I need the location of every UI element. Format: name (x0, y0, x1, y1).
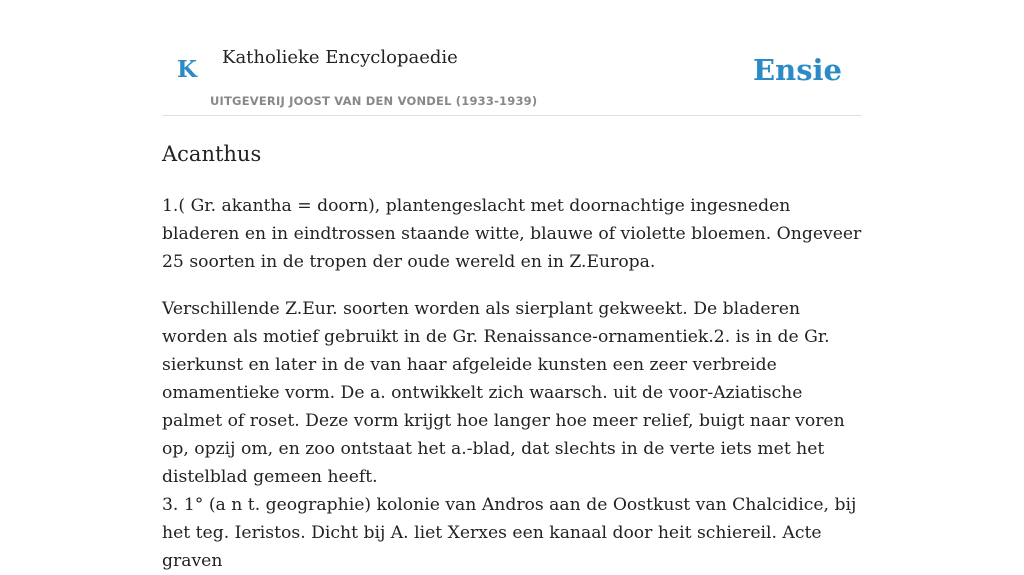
ensie-logo-link[interactable]: Ensie (753, 53, 842, 87)
article-paragraph: 3. 1° (a n t. geographie) kolonie van Andros aan de Oostkust van Chalcidice, bij het teg. Ieristos. Dicht bij A. liet Xerxes een kanaal door heit schiereil. Acte graven (162, 495, 857, 571)
site-header (162, 0, 862, 116)
article-title: Acanthus (162, 142, 262, 166)
publisher-subtitle: UITGEVERIJ JOOST VAN DEN VONDEL (1933-1939) (210, 94, 538, 108)
article-body (162, 192, 862, 575)
logo-icon[interactable]: K (177, 56, 197, 83)
site-title[interactable]: Katholieke Encyclopaedie (222, 47, 458, 68)
article-paragraph: Verschillende Z.Eur. soorten worden als sierplant gekweekt. De bladeren worden als motief gebruikt in de Gr. Renaissance-ornamentiek.2. is in de Gr. sierkunst en later in de van haar afgeleide kunsten een zeer verbreide omamentieke vorm. De a. ontwikkelt zich waarsch. uit de voor-Aziatische palmet of roset. Deze vorm krijgt hoe langer hoe meer relief, buigt naar voren op, opzij om, en zoo ontstaat het a.-blad, dat slechts in de verte iets met het distelblad gemeen heeft. (162, 299, 845, 487)
page (162, 0, 862, 571)
article-paragraph: 1.( Gr. akantha = doorn), plantengeslacht met doornachtige ingesneden bladeren en in eindtrossen staande witte, blauwe of violette bloemen. Ongeveer 25 soorten in de tropen der oude wereld en in Z.Europa. (162, 196, 862, 272)
